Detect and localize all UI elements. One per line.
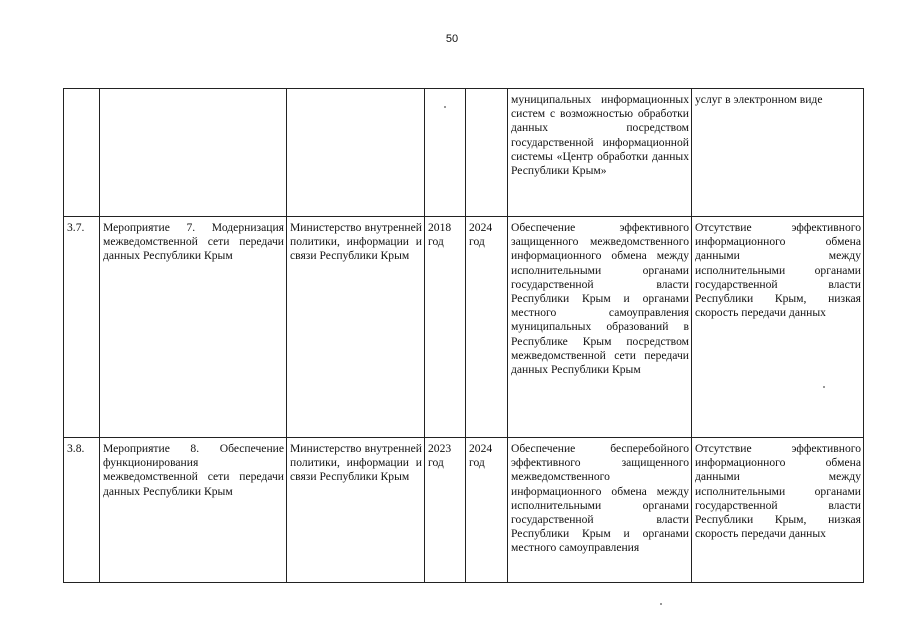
- start-year: 2023 год: [425, 438, 466, 583]
- end-year: [466, 89, 508, 217]
- expected-result: Обеспечение эффективного защищенного межведомственного информационного обмена между исполнительными органами государственной власти Республики Крым и органами местного самоуправления муниципальных образований в Республике Крым посредством межведомственной сети передачи данных Республики Крым: [508, 217, 692, 438]
- row-number: 3.8.: [64, 438, 100, 583]
- executor: Министерство внутренней политики, информации и связи Республики Крым: [287, 217, 425, 438]
- expected-result: Обеспечение бесперебойного эффективного защищенного межведомственного информационного обмена между исполнительными органами государственной власти Республики Крым и органами местного самоуправления: [508, 438, 692, 583]
- row-number: [64, 89, 100, 217]
- executor: Министерство внутренней политики, информации и связи Республики Крым: [287, 438, 425, 583]
- event-name: Мероприятие 8. Обеспечение функционирования межведомственной сети передачи данных Республики Крым: [100, 438, 287, 583]
- problem-description: Отсутствие эффективного информационного обмена данными между исполнительными органами государственной власти Республики Крым, низкая скорость передачи данных: [692, 217, 864, 438]
- problem-description: Отсутствие эффективного информационного обмена данными между исполнительными органами государственной власти Республики Крым, низкая скорость передачи данных: [692, 438, 864, 583]
- end-year: 2024 год: [466, 438, 508, 583]
- table-row: [64, 217, 864, 438]
- start-year: 2018 год: [425, 217, 466, 438]
- expected-result: муниципальных информационных систем с возможностью обработки данных посредством государственной информационной системы «Центр обработки данных Республики Крым»: [508, 89, 692, 217]
- end-year: 2024 год: [466, 217, 508, 438]
- scan-speck: [660, 603, 662, 605]
- scan-speck: [444, 106, 446, 108]
- event-name: Мероприятие 7. Модернизация межведомственной сети передачи данных Республики Крым: [100, 217, 287, 438]
- row-number: 3.7.: [64, 217, 100, 438]
- event-name: [100, 89, 287, 217]
- executor: [287, 89, 425, 217]
- table-row: [64, 89, 864, 217]
- measures-table: [63, 88, 864, 583]
- page-number: 50: [445, 33, 459, 45]
- table-row: [64, 438, 864, 583]
- problem-description: услуг в электронном виде: [692, 89, 864, 217]
- scan-speck: [823, 386, 825, 388]
